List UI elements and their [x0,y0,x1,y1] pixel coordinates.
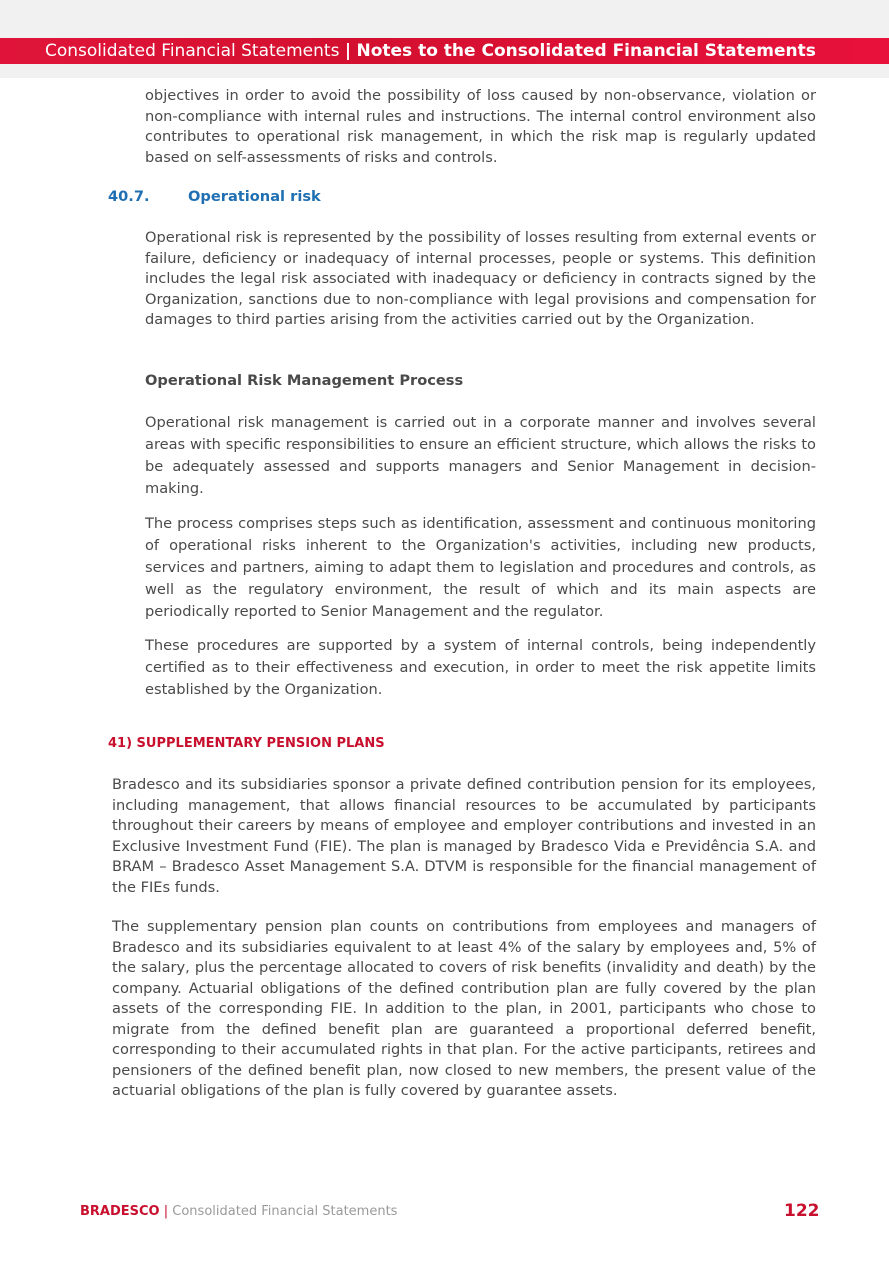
operational-risk-paragraph-1: Operational risk is represented by the possibility of losses resulting from external events or failure, deficiency or inadequacy of internal processes, people or systems. This definition includes the legal risk associated with inadequacy or deficiency in contracts signed by the Organization, sanctions due to non-compliance with legal provisions and compensation for damages to third parties arising from the activities carried out by the Organization. [145,229,816,328]
header-separator: | [344,41,352,61]
header-subsection: Notes to the Consolidated Financial Statements [356,41,816,61]
footer-separator: | [163,1204,169,1219]
operational-risk-paragraph-3: The process comprises steps such as identification, assessment and continuous monitoring of operational risks inherent to the Organization's activities, including new products, services and partners, aiming to adapt them to legislation and procedures and controls, as well as the regulatory environment, the result of which and its main aspects are periodically reported to Senior Management and the regulator. [145,515,816,620]
pension-paragraph-2: The supplementary pension plan counts on contributions from employees and managers of Bradesco and its subsidiaries equivalent to at least 4% of the salary by employees and, 5% of the salary, plus the percentage allocated to covers of risk benefits (invalidity and death) by the company. Actuarial obligations of the defined contribution plan are fully covered by the plan assets of the corresponding FIE. In addition to the plan, in 2001, participants who chose to migrate from the defined benefit plan are guaranteed a proportional deferred benefit, corresponding to their accumulated rights in that plan. For the active participants, retirees and pensioners of the defined benefit plan, now closed to new members, the present value of the actuarial obligations of the plan is fully covered by guarantee assets. [112,918,816,1099]
footer-brand [80,1204,397,1219]
operational-risk-paragraph-4: These procedures are supported by a system of internal controls, being independently certified as to their effectiveness and execution, in order to meet the risk appetite limits established by the Organization. [145,637,816,698]
intro-paragraph: objectives in order to avoid the possibility of loss caused by non-observance, violation or non-compliance with internal rules and instructions. The internal control environment also contributes to operational risk management, in which the risk map is regularly updated based on self-assessments of risks and controls. [145,87,816,166]
footer-brand-name: BRADESCO [80,1204,160,1219]
page-number: 122 [784,1201,820,1221]
section-number: 40.7. [108,188,150,205]
header-banner [0,38,889,64]
process-subheading: Operational Risk Management Process [145,372,464,389]
footer-document-title: Consolidated Financial Statements [172,1204,398,1219]
operational-risk-paragraph-2: Operational risk management is carried out in a corporate manner and involves several areas with specific responsibilities to ensure an efficient structure, which allows the risks to be adequately assessed and supports managers and Senior Management in decision-making. [145,414,816,497]
section-title: Operational risk [188,188,321,205]
pension-paragraph-1: Bradesco and its subsidiaries sponsor a private defined contribution pension for its employees, including management, that allows financial resources to be accumulated by participants throughout their careers by means of employee and employer contributions and invested in an Exclusive Investment Fund (FIE). The plan is managed by Bradesco Vida e Previdência S.A. and BRAM – Bradesco Asset Management S.A. DTVM is responsible for the financial management of the FIEs funds. [112,776,816,896]
header-section: Consolidated Financial Statements [45,41,340,61]
chapter-heading: 41) SUPPLEMENTARY PENSION PLANS [108,736,385,751]
